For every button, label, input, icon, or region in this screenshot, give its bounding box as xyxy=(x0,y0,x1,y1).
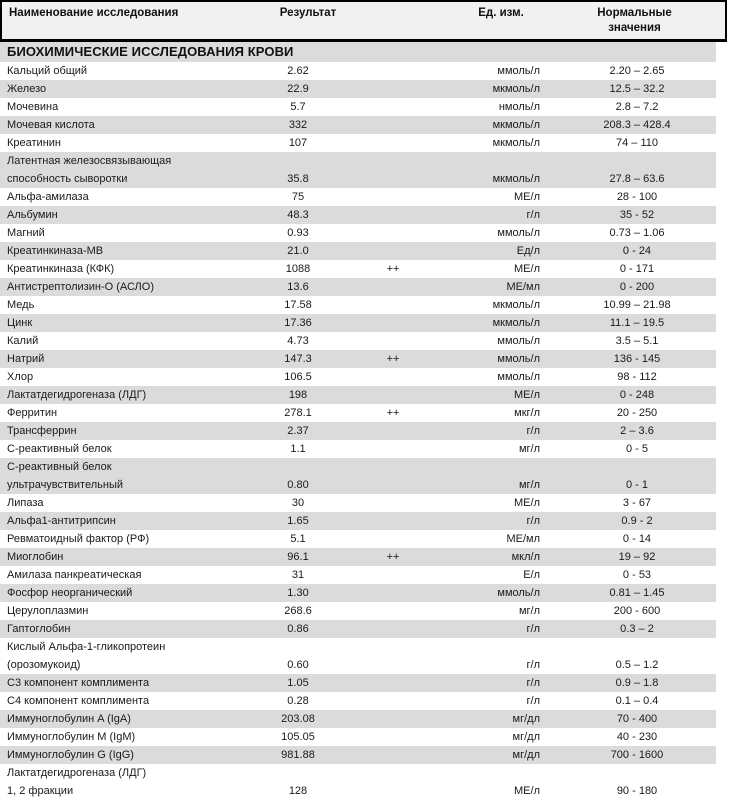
unit-cell: г/л xyxy=(526,659,540,671)
normal-range-cell: 70 - 400 xyxy=(616,713,658,725)
test-name-cell: Ферритин xyxy=(7,407,58,419)
result-cell: 106.5 xyxy=(284,371,312,383)
test-name-cell: Трансферрин xyxy=(7,425,77,437)
flag-cell: ++ xyxy=(386,263,400,275)
unit-cell: мкл/л xyxy=(511,551,540,563)
normal-range-cell: 0.81 – 1.45 xyxy=(609,587,665,599)
column-header-result: Результат xyxy=(279,7,337,19)
normal-range-cell: 20 - 250 xyxy=(616,407,658,419)
test-name-cell: Креатинкиназа (КФК) xyxy=(7,263,115,275)
unit-cell: мг/дл xyxy=(512,749,540,761)
test-name-cell: Альбумин xyxy=(7,209,58,221)
table-row xyxy=(0,350,716,368)
test-name-cell: Лактатдегидрогеназа (ЛДГ) xyxy=(7,389,147,401)
test-name-cell: Церулоплазмин xyxy=(7,605,89,617)
unit-cell: нмоль/л xyxy=(498,101,540,113)
result-cell: 5.7 xyxy=(290,101,306,113)
test-name-cell: Кислый Альфа-1-гликопротеин (орозомукоид) xyxy=(7,641,166,671)
test-name-cell: Лактатдегидрогеназа (ЛДГ) 1, 2 фракции xyxy=(7,767,147,797)
normal-range-cell: 3 - 67 xyxy=(622,497,652,509)
table-row xyxy=(0,440,716,458)
normal-range-cell: 0.3 – 2 xyxy=(620,623,654,635)
table-row xyxy=(0,530,716,548)
result-cell: 13.6 xyxy=(287,281,309,293)
unit-cell: МЕ/мл xyxy=(506,533,540,545)
result-cell: 4.73 xyxy=(287,335,309,347)
result-cell: 5.1 xyxy=(290,533,306,545)
result-cell: 332 xyxy=(288,119,308,131)
test-name-cell: Миоглобин xyxy=(7,551,64,563)
normal-range-cell: 2.20 – 2.65 xyxy=(609,65,665,77)
table-row xyxy=(0,296,716,314)
test-name-cell: Иммуноглобулин M (IgM) xyxy=(7,731,136,743)
result-cell: 0.28 xyxy=(287,695,309,707)
unit-cell: МЕ/л xyxy=(514,785,540,797)
unit-cell: ммоль/л xyxy=(497,65,540,77)
test-name-cell: С3 компонент комплимента xyxy=(7,677,150,689)
result-cell: 96.1 xyxy=(287,551,309,563)
result-cell: 2.62 xyxy=(287,65,309,77)
table-row xyxy=(0,242,716,260)
result-cell: 1088 xyxy=(285,263,311,275)
test-name-cell: Железо xyxy=(7,83,47,95)
table-row xyxy=(0,584,716,602)
unit-cell: мкг/л xyxy=(514,407,540,419)
normal-range-cell: 0 - 14 xyxy=(622,533,652,545)
unit-cell: ммоль/л xyxy=(497,587,540,599)
table-row xyxy=(0,548,716,566)
normal-range-cell: 0 - 1 xyxy=(625,479,648,491)
test-name-cell: С-реактивный белок ультрачувствительный xyxy=(7,461,123,491)
unit-cell: г/л xyxy=(526,209,540,221)
result-cell: 30 xyxy=(291,497,305,509)
normal-range-cell: 74 – 110 xyxy=(615,137,658,149)
result-cell: 278.1 xyxy=(284,407,312,419)
table-row xyxy=(0,134,716,152)
table-row xyxy=(0,458,716,494)
normal-range-cell: 0 - 248 xyxy=(619,389,655,401)
flag-cell: ++ xyxy=(386,407,400,419)
table-row xyxy=(0,620,716,638)
result-cell: 0.60 xyxy=(287,659,309,671)
table-row xyxy=(0,368,716,386)
normal-range-cell: 0.9 – 1.8 xyxy=(615,677,659,689)
table-row xyxy=(0,116,716,134)
unit-cell: МЕ/мл xyxy=(506,281,540,293)
unit-cell: мкмоль/л xyxy=(492,173,540,185)
table-header-row xyxy=(0,0,727,42)
test-name-cell: Амилаза панкреатическая xyxy=(7,569,142,581)
test-name-cell: Альфа-амилаза xyxy=(7,191,89,203)
column-header-unit: Ед. изм. xyxy=(478,7,524,19)
unit-cell: мг/л xyxy=(518,605,540,617)
unit-cell: мкмоль/л xyxy=(492,137,540,149)
normal-range-cell: 208.3 – 428.4 xyxy=(603,119,671,131)
normal-range-cell: 200 - 600 xyxy=(613,605,661,617)
column-header-normal-values-label: Нормальные значения xyxy=(597,7,672,34)
normal-range-cell: 700 - 1600 xyxy=(610,749,664,761)
result-cell: 981.88 xyxy=(281,749,315,761)
result-cell: 35.8 xyxy=(287,173,309,185)
result-cell: 21.0 xyxy=(287,245,309,257)
normal-range-cell: 0.1 – 0.4 xyxy=(615,695,659,707)
normal-range-cell: 0 - 5 xyxy=(625,443,648,455)
unit-cell: мкмоль/л xyxy=(492,83,540,95)
unit-cell: МЕ/л xyxy=(514,191,540,203)
table-body xyxy=(0,62,716,800)
normal-range-cell: 28 - 100 xyxy=(616,191,658,203)
result-cell: 198 xyxy=(288,389,308,401)
normal-range-cell: 0.5 – 1.2 xyxy=(615,659,659,671)
test-name-cell: Липаза xyxy=(7,497,44,509)
test-name-cell: Креатинин xyxy=(7,137,61,149)
test-name-cell: Альфа1-антитрипсин xyxy=(7,515,116,527)
result-cell: 31 xyxy=(291,569,305,581)
unit-cell: ммоль/л xyxy=(497,335,540,347)
unit-cell: мг/л xyxy=(518,443,540,455)
normal-range-cell: 0.73 – 1.06 xyxy=(609,227,665,239)
table-row xyxy=(0,638,716,674)
table-row xyxy=(0,692,716,710)
test-name-cell: Калий xyxy=(7,335,39,347)
section-header-biochemistry: БИОХИМИЧЕСКИЕ ИССЛЕДОВАНИЯ КРОВИ xyxy=(0,42,716,62)
table-row xyxy=(0,764,716,800)
unit-cell: мг/л xyxy=(518,479,540,491)
test-name-cell: С-реактивный белок xyxy=(7,443,112,455)
test-name-cell: Антистрептолизин-О (АСЛО) xyxy=(7,281,154,293)
table-row xyxy=(0,152,716,188)
result-cell: 0.93 xyxy=(287,227,309,239)
table-row xyxy=(0,278,716,296)
table-row xyxy=(0,386,716,404)
test-name-cell: Ревматоидный фактор (РФ) xyxy=(7,533,150,545)
unit-cell: МЕ/л xyxy=(514,263,540,275)
test-name-cell: Медь xyxy=(7,299,35,311)
unit-cell: Е/л xyxy=(523,569,540,581)
test-name-cell: Мочевая кислота xyxy=(7,119,95,131)
flag-cell: ++ xyxy=(386,551,400,563)
result-cell: 17.36 xyxy=(284,317,312,329)
result-cell: 2.37 xyxy=(287,425,309,437)
unit-cell: МЕ/л xyxy=(514,389,540,401)
flag-cell: ++ xyxy=(386,353,400,365)
unit-cell: МЕ/л xyxy=(514,497,540,509)
unit-cell: мг/дл xyxy=(512,731,540,743)
unit-cell: г/л xyxy=(526,515,540,527)
unit-cell: ммоль/л xyxy=(497,353,540,365)
table-row xyxy=(0,422,716,440)
result-cell: 17.58 xyxy=(284,299,312,311)
result-cell: 105.05 xyxy=(281,731,315,743)
test-name-cell: Иммуноглобулин G (IgG) xyxy=(7,749,134,761)
table-row xyxy=(0,566,716,584)
table-row xyxy=(0,494,716,512)
result-cell: 0.80 xyxy=(287,479,309,491)
result-cell: 1.05 xyxy=(287,677,309,689)
normal-range-cell: 0 - 53 xyxy=(622,569,652,581)
table-row xyxy=(0,314,716,332)
normal-range-cell: 90 - 180 xyxy=(616,785,658,797)
normal-range-cell: 0 - 24 xyxy=(622,245,652,257)
normal-range-cell: 27.8 – 63.6 xyxy=(609,173,665,185)
table-row xyxy=(0,98,716,116)
result-cell: 1.30 xyxy=(287,587,309,599)
unit-cell: мкмоль/л xyxy=(492,119,540,131)
result-cell: 1.1 xyxy=(290,443,306,455)
table-row xyxy=(0,188,716,206)
table-row xyxy=(0,332,716,350)
test-name-cell: Натрий xyxy=(7,353,45,365)
result-cell: 128 xyxy=(288,785,308,797)
normal-range-cell: 136 - 145 xyxy=(613,353,661,365)
unit-cell: мкмоль/л xyxy=(492,299,540,311)
normal-range-cell: 10.99 – 21.98 xyxy=(603,299,671,311)
table-row xyxy=(0,62,716,80)
result-cell: 107 xyxy=(288,137,308,149)
test-name-cell: Кальций общий xyxy=(7,65,88,77)
test-name-cell: Магний xyxy=(7,227,45,239)
unit-cell: г/л xyxy=(526,695,540,707)
test-name-cell: Цинк xyxy=(7,317,33,329)
table-row xyxy=(0,224,716,242)
normal-range-cell: 19 – 92 xyxy=(618,551,656,563)
normal-range-cell: 0 - 200 xyxy=(619,281,655,293)
result-cell: 203.08 xyxy=(281,713,315,725)
unit-cell: г/л xyxy=(526,425,540,437)
table-row xyxy=(0,602,716,620)
test-name-cell: Хлор xyxy=(7,371,34,383)
normal-range-cell: 35 - 52 xyxy=(619,209,655,221)
table-row xyxy=(0,674,716,692)
normal-range-cell: 11.1 – 19.5 xyxy=(609,317,665,329)
normal-range-cell: 98 - 112 xyxy=(617,371,657,383)
table-row xyxy=(0,728,716,746)
test-name-cell: Гаптоглобин xyxy=(7,623,71,635)
test-name-cell: Мочевина xyxy=(7,101,59,113)
unit-cell: Ед/л xyxy=(516,245,540,257)
result-cell: 268.6 xyxy=(284,605,312,617)
result-cell: 48.3 xyxy=(287,209,309,221)
test-name-cell: Иммуноглобулин A (IgA) xyxy=(7,713,131,725)
unit-cell: мг/дл xyxy=(512,713,540,725)
table-row xyxy=(0,746,716,764)
test-name-cell: Латентная железосвязывающая способность сыворотки xyxy=(7,155,172,185)
normal-range-cell: 2 – 3.6 xyxy=(620,425,654,437)
normal-range-cell: 3.5 – 5.1 xyxy=(615,335,659,347)
unit-cell: г/л xyxy=(526,677,540,689)
normal-range-cell: 12.5 – 32.2 xyxy=(609,83,665,95)
table-row xyxy=(0,404,716,422)
table-row xyxy=(0,260,716,278)
normal-range-cell: 40 - 230 xyxy=(616,731,658,743)
table-row xyxy=(0,512,716,530)
normal-range-cell: 0 - 171 xyxy=(619,263,655,275)
unit-cell: ммоль/л xyxy=(497,371,540,383)
test-name-cell: С4 компонент комплимента xyxy=(7,695,150,707)
normal-range-cell: 0.9 - 2 xyxy=(621,515,653,527)
table-row xyxy=(0,710,716,728)
column-header-test-name: Наименование исследования xyxy=(9,7,179,19)
test-name-cell: Фосфор неорганический xyxy=(7,587,133,599)
table-row xyxy=(0,80,716,98)
normal-range-cell: 2.8 – 7.2 xyxy=(615,101,659,113)
unit-cell: ммоль/л xyxy=(497,227,540,239)
test-name-cell: Креатинкиназа-МВ xyxy=(7,245,104,257)
table-row xyxy=(0,206,716,224)
result-cell: 147.3 xyxy=(284,353,312,365)
result-cell: 1.65 xyxy=(287,515,309,527)
result-cell: 75 xyxy=(291,191,305,203)
unit-cell: г/л xyxy=(526,623,540,635)
column-header-normal-values xyxy=(542,6,727,36)
result-cell: 22.9 xyxy=(287,83,309,95)
result-cell: 0.86 xyxy=(287,623,309,635)
unit-cell: мкмоль/л xyxy=(492,317,540,329)
